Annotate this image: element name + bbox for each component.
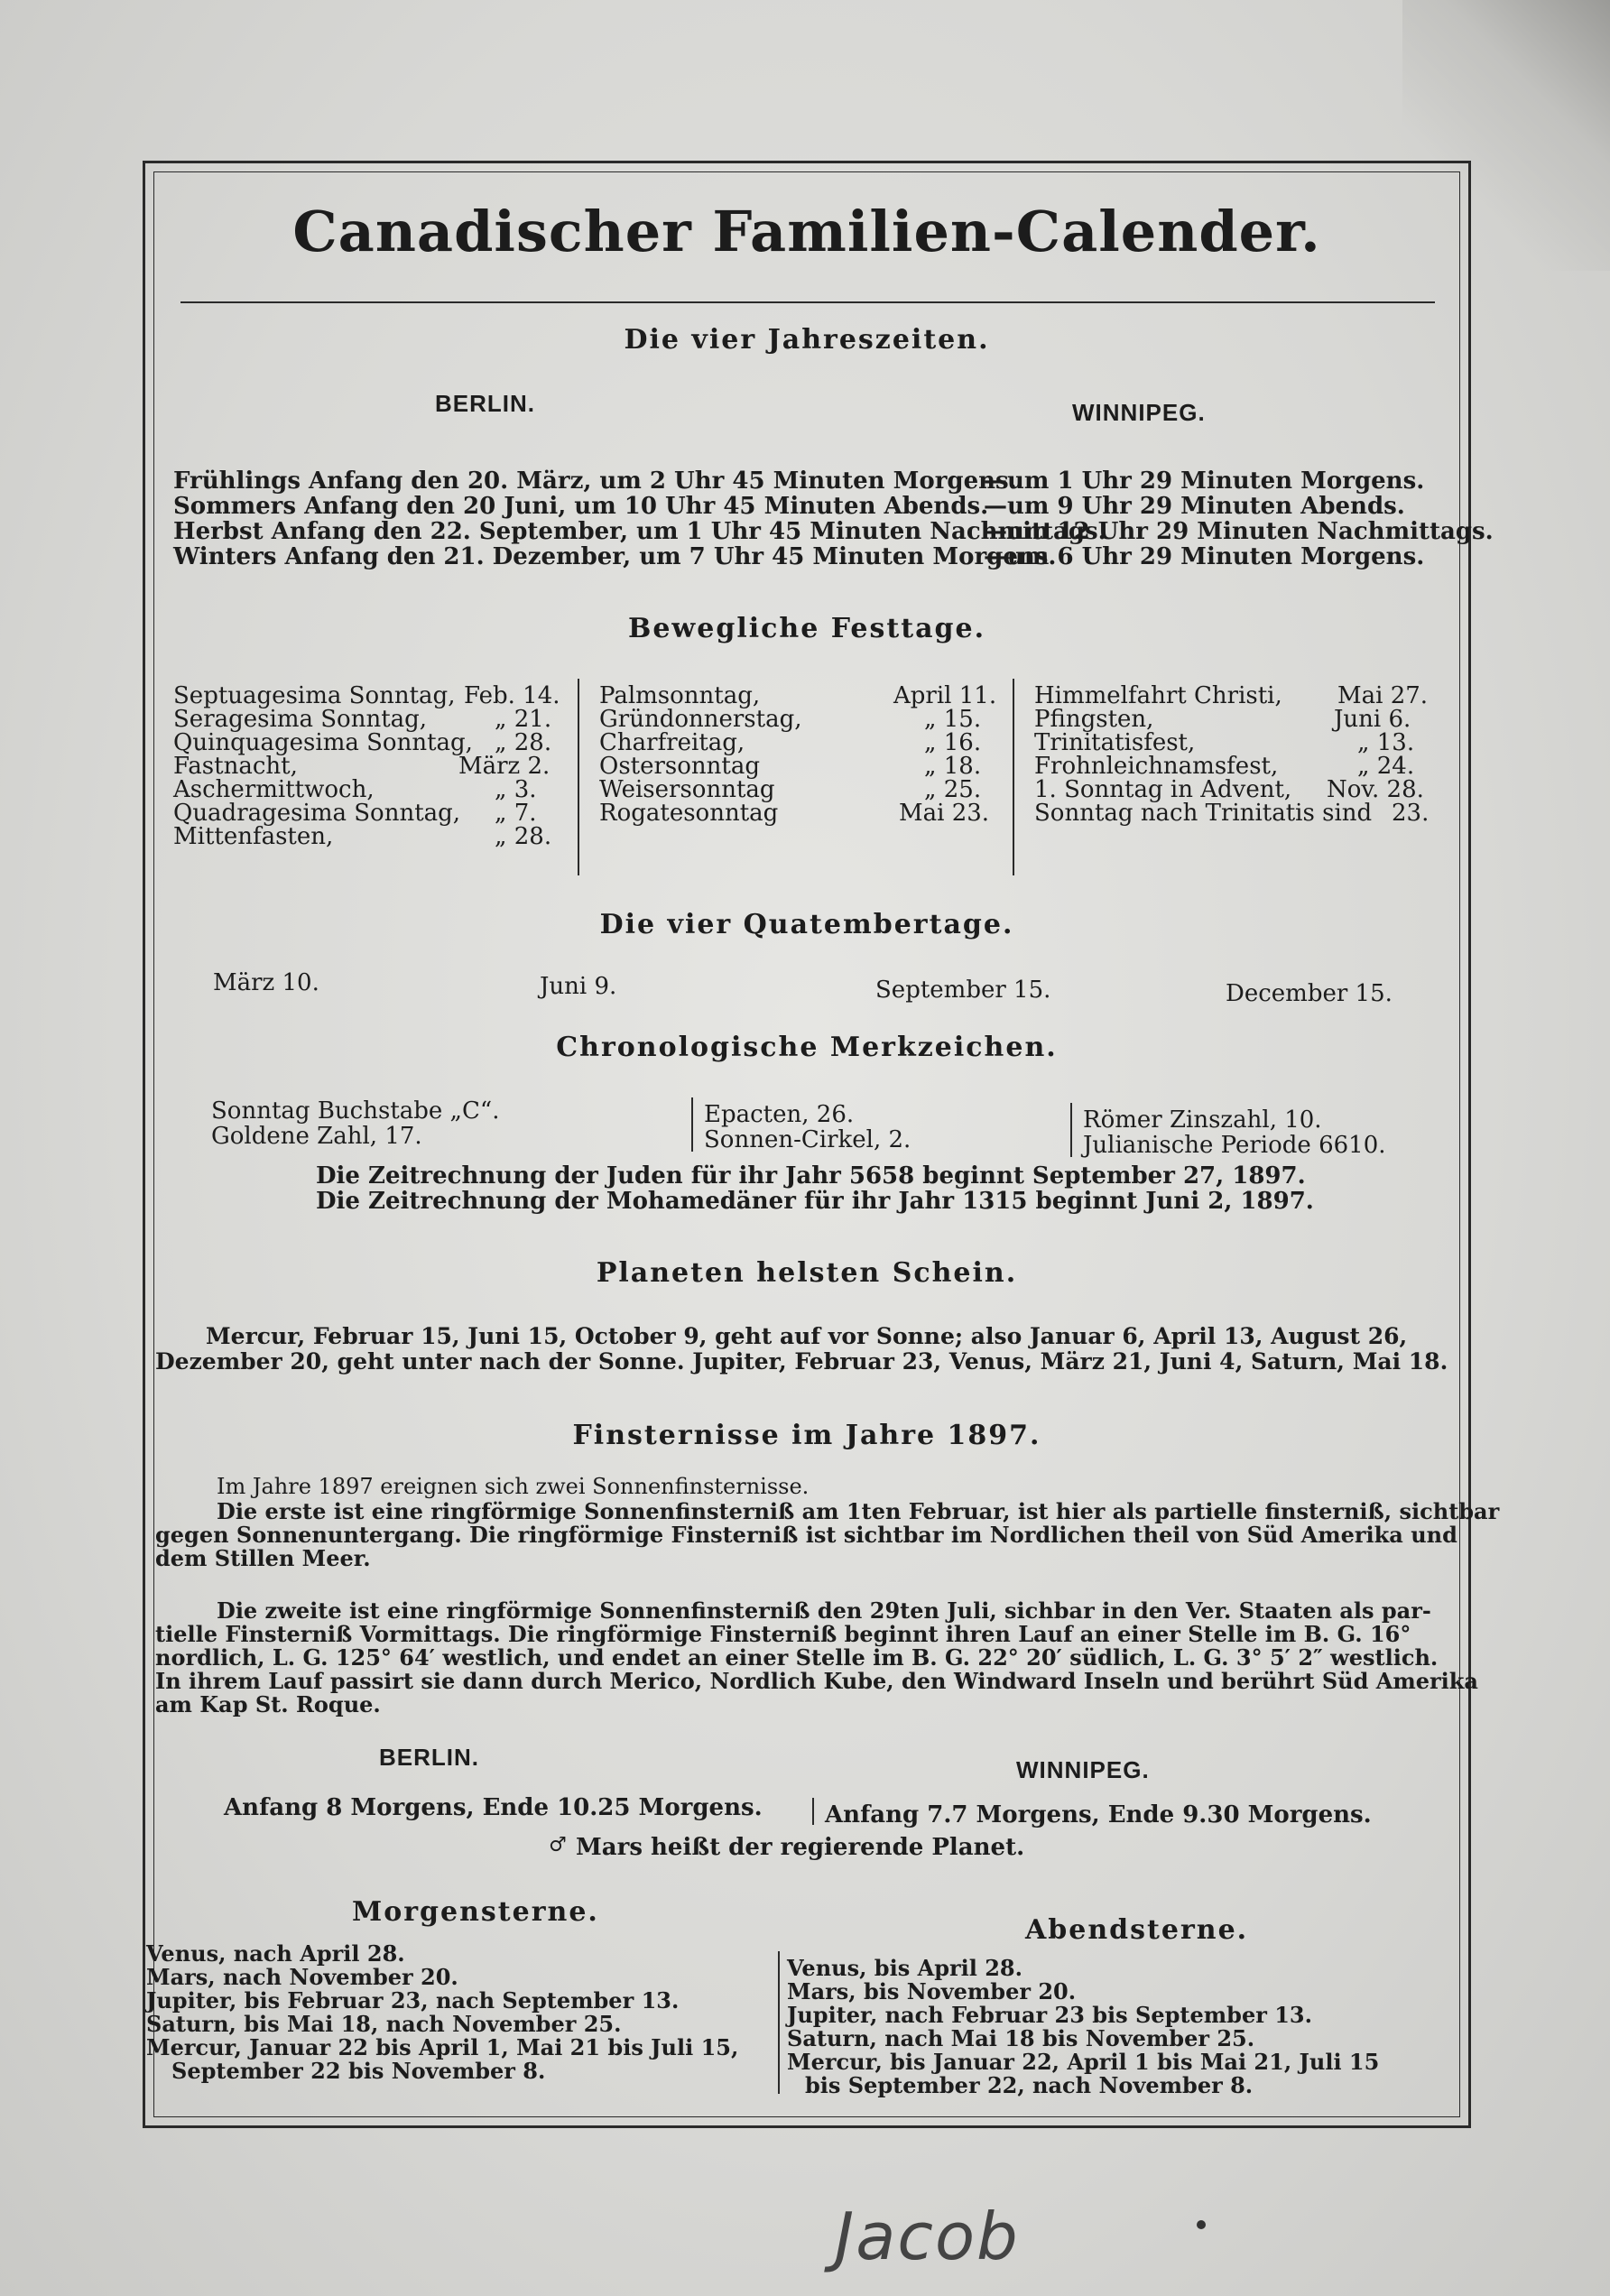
eclipses-time-berlin: Anfang 8 Morgens, Ende 10.25 Morgens.: [224, 1794, 763, 1821]
eclipses-line: am Kap St. Roque.: [155, 1691, 381, 1717]
feast-date: „ 25.: [924, 776, 982, 803]
feast-name: Palmsonntag,: [599, 682, 761, 709]
seasons-winnipeg-label: WINNIPEG.: [1072, 399, 1206, 426]
title-rule: [180, 301, 1435, 303]
mars-symbol: ♂: [549, 1834, 567, 1856]
feast-name: Seragesima Sonntag,: [173, 706, 428, 733]
evening-star-line: Mercur, bis Januar 22, April 1 bis Mai 21, Juli 15: [787, 2049, 1380, 2075]
feast-date: „ 13.: [1357, 729, 1415, 756]
feast-name: Septuagesima Sonntag,: [173, 682, 456, 709]
season-line-right: —um 12 Uhr 29 Minuten Nachmittags.: [984, 518, 1494, 545]
morning-star-line: Jupiter, bis Februar 23, nach September 13.: [146, 1987, 680, 2014]
seasons-heading: Die vier Jahreszeiten.: [624, 324, 990, 356]
feast-name: Gründonnerstag,: [599, 706, 802, 733]
ember-date: März 10.: [213, 969, 319, 996]
ember-date: September 15.: [875, 977, 1051, 1004]
feast-date: „ 18.: [924, 753, 982, 780]
season-line-right: —um 1 Uhr 29 Minuten Morgens.: [984, 468, 1425, 495]
eclipses-line: dem Stillen Meer.: [155, 1545, 371, 1571]
morning-star-line: Mercur, Januar 22 bis April 1, Mai 21 bis Juli 15,: [146, 2034, 739, 2060]
evening-star-line: Venus, bis April 28.: [787, 1955, 1022, 1981]
planets-heading: Planeten helsten Schein.: [596, 1257, 1018, 1289]
ink-dot: [1197, 2220, 1206, 2229]
chrono-item: Römer Zinszahl, 10.: [1083, 1106, 1322, 1134]
chrono-item: Sonnen-Cirkel, 2.: [704, 1126, 911, 1153]
planets-line: Dezember 20, geht unter nach der Sonne. Jupiter, Februar 23, Venus, März 21, Juni 4, Saturn, Mai 18.: [155, 1348, 1448, 1375]
eclipses-line: gegen Sonnenuntergang. Die ringförmige Finsterniß ist sichtbar im Nordlichen theil von Süd Amerika und: [155, 1522, 1457, 1548]
evening-star-line: bis September 22, nach November 8.: [805, 2072, 1254, 2098]
feast-date: „ 16.: [924, 729, 982, 756]
feast-name: Charfreitag,: [599, 729, 745, 756]
season-line-left: Herbst Anfang den 22. September, um 1 Uhr 45 Minuten Nachmittags.: [173, 518, 1106, 545]
stars-divider: [778, 1951, 780, 2094]
feast-date: 23.: [1392, 800, 1430, 827]
ember-date: December 15.: [1226, 980, 1393, 1007]
morning-star-line: September 22 bis November 8.: [171, 2058, 546, 2084]
planets-line: Mercur, Februar 15, Juni 15, October 9, geht auf vor Sonne; also Januar 6, April 13, August 26,: [206, 1323, 1408, 1349]
eclipses-line: Im Jahre 1897 ereignen sich zwei Sonnenfinsternisse.: [217, 1474, 810, 1499]
chrono-divider-1: [691, 1097, 693, 1152]
feast-date: Mai 27.: [1337, 682, 1429, 709]
chrono-note: Die Zeitrechnung der Mohamedäner für ihr Jahr 1315 beginnt Juni 2, 1897.: [316, 1188, 1314, 1215]
evening-stars-heading: Abendsterne.: [1025, 1914, 1249, 1946]
season-line-left: Sommers Anfang den 20 Juni, um 10 Uhr 45 Minuten Abends.: [173, 493, 989, 520]
eclipses-line: Die zweite ist eine ringförmige Sonnenfinsterniß den 29ten Juli, sichbar in den Ver. Staaten als par-: [217, 1597, 1431, 1624]
chrono-item: Julianische Periode 6610.: [1083, 1132, 1386, 1159]
evening-star-line: Mars, bis November 20.: [787, 1978, 1077, 2004]
season-line-right: —um 9 Uhr 29 Minuten Abends.: [984, 493, 1405, 520]
eclipses-line: nordlich, L. G. 125° 64′ westlich, und endet an einer Stelle im B. G. 22° 20′ südlich, L. G. 3° 5′ 2″ westlich.: [155, 1644, 1439, 1671]
feast-name: Mittenfasten,: [173, 823, 334, 850]
feast-date: „ 24.: [1357, 753, 1415, 780]
handwritten-signature: Jacob: [835, 2199, 1020, 2274]
morning-stars-heading: Morgensterne.: [352, 1896, 599, 1928]
feast-name: Sonntag nach Trinitatis sind: [1034, 800, 1373, 827]
feast-date: Juni 6.: [1334, 706, 1411, 733]
chrono-note: Die Zeitrechnung der Juden für ihr Jahr 5658 beginnt September 27, 1897.: [316, 1162, 1306, 1190]
feast-date: „ 28.: [495, 729, 552, 756]
feast-name: Rogatesonntag: [599, 800, 779, 827]
morning-star-line: Venus, nach April 28.: [146, 1940, 405, 1967]
eclipses-heading: Finsternisse im Jahre 1897.: [572, 1420, 1041, 1451]
page-title: Canadischer Familien-Calender.: [292, 199, 1321, 264]
feast-date: März 2.: [458, 753, 551, 780]
season-line-left: Winters Anfang den 21. Dezember, um 7 Uhr 45 Minuten Morgens.: [173, 543, 1057, 570]
feast-date: Nov. 28.: [1327, 776, 1424, 803]
feast-date: „ 15.: [924, 706, 982, 733]
feast-name: Frohnleichnamsfest,: [1034, 753, 1279, 780]
chrono-item: Sonntag Buchstabe „C“.: [211, 1097, 500, 1125]
eclipses-divider: [812, 1798, 814, 1825]
feast-date: „ 3.: [495, 776, 537, 803]
feast-date: „ 21.: [495, 706, 552, 733]
feast-name: Quadragesima Sonntag,: [173, 800, 461, 827]
ember-date: Juni 9.: [540, 973, 617, 1000]
feasts-heading: Bewegliche Festtage.: [627, 613, 986, 644]
feast-name: Pfingsten,: [1034, 706, 1154, 733]
eclipses-winnipeg-label: WINNIPEG.: [1016, 1756, 1150, 1783]
ember-heading: Die vier Quatembertage.: [599, 909, 1014, 940]
feasts-divider-2: [1013, 679, 1014, 875]
feast-date: Feb. 14.: [464, 682, 560, 709]
eclipses-line: Die erste ist eine ringförmige Sonnenfinsterniß am 1ten Februar, ist hier als partielle finsterniß, sichtbar: [217, 1498, 1500, 1524]
evening-star-line: Jupiter, nach Februar 23 bis September 13.: [787, 2002, 1312, 2028]
ruling-planet: Mars heißt der regierende Planet.: [576, 1834, 1025, 1861]
chrono-item: Epacten, 26.: [704, 1101, 855, 1128]
feast-date: Mai 23.: [899, 800, 990, 827]
feasts-divider-1: [578, 679, 579, 875]
eclipses-berlin-label: BERLIN.: [379, 1744, 479, 1771]
eclipses-line: In ihrem Lauf passirt sie dann durch Merico, Nordlich Kube, den Windward Inseln und berührt Süd Amerika: [155, 1668, 1478, 1694]
feast-date: April 11.: [893, 682, 997, 709]
chrono-divider-2: [1070, 1103, 1072, 1157]
morning-star-line: Saturn, bis Mai 18, nach November 25.: [146, 2011, 622, 2037]
chrono-heading: Chronologische Merkzeichen.: [556, 1032, 1058, 1063]
season-line-left: Frühlings Anfang den 20. März, um 2 Uhr 45 Minuten Morgens.: [173, 468, 1017, 495]
seasons-berlin-label: BERLIN.: [435, 390, 535, 417]
season-line-right: —um 6 Uhr 29 Minuten Morgens.: [984, 543, 1425, 570]
morning-star-line: Mars, nach November 20.: [146, 1964, 458, 1990]
chrono-item: Goldene Zahl, 17.: [211, 1123, 422, 1150]
eclipses-line: tielle Finsterniß Vormittags. Die ringförmige Finsterniß beginnt ihren Lauf an einer Stelle im B. G. 16°: [155, 1621, 1411, 1647]
feast-name: 1. Sonntag in Advent,: [1034, 776, 1292, 803]
feast-name: Quinquagesima Sonntag,: [173, 729, 473, 756]
feast-name: Ostersonntag: [599, 753, 761, 780]
feast-date: „ 28.: [495, 823, 552, 850]
feast-name: Trinitatisfest,: [1034, 729, 1196, 756]
feast-name: Himmelfahrt Christi,: [1034, 682, 1282, 709]
evening-star-line: Saturn, nach Mai 18 bis November 25.: [787, 2025, 1255, 2051]
feast-date: „ 7.: [495, 800, 537, 827]
feast-name: Aschermittwoch,: [173, 776, 375, 803]
feast-name: Fastnacht,: [173, 753, 298, 780]
feast-name: Weisersonntag: [599, 776, 775, 803]
eclipses-time-winnipeg: Anfang 7.7 Morgens, Ende 9.30 Morgens.: [825, 1801, 1372, 1828]
